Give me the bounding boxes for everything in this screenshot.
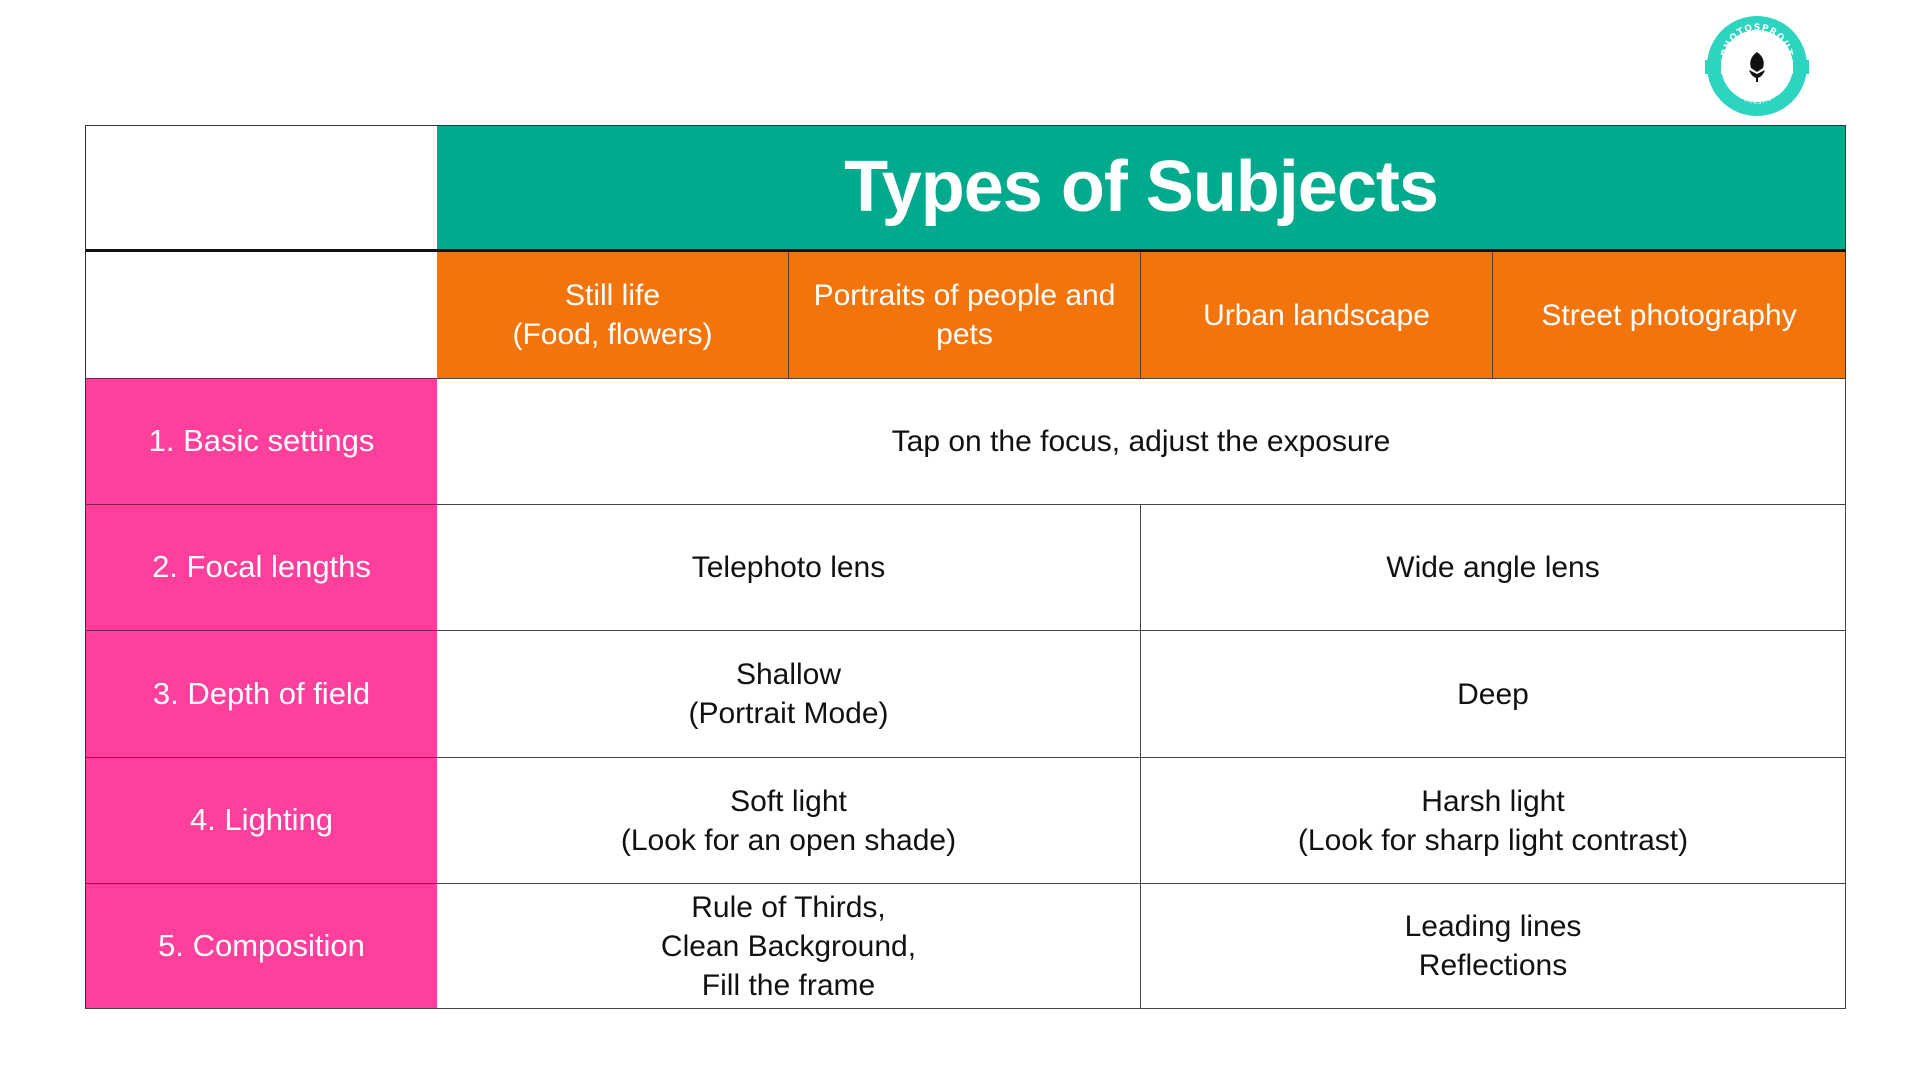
lighting-left: Soft light (Look for an open shade) [437, 757, 1141, 883]
row-label-depth-of-field: 3. Depth of field [85, 630, 437, 757]
composition-right: Leading lines Reflections [1141, 883, 1846, 1009]
subject-header-still-life: Still life (Food, flowers) [437, 252, 789, 378]
focal-lengths-left: Telephoto lens [437, 504, 1141, 630]
logo-text-bottom: WORKSHOP [1736, 92, 1778, 107]
subjects-table [85, 125, 1846, 1009]
subject-header-portraits: Portraits of people and pets [789, 252, 1141, 378]
subject-header-urban-landscape: Urban landscape [1141, 252, 1493, 378]
table-title: Types of Subjects [437, 125, 1846, 252]
logo-text-top: PHOTOSPROUT [1720, 22, 1794, 58]
brand-logo [1705, 14, 1809, 118]
row-label-basic-settings: 1. Basic settings [85, 378, 437, 504]
depth-of-field-left: Shallow (Portrait Mode) [437, 630, 1141, 757]
subject-header-street-photography: Street photography [1493, 252, 1846, 378]
row-label-focal-lengths: 2. Focal lengths [85, 504, 437, 630]
corner-cell-sub [85, 252, 437, 378]
depth-of-field-right: Deep [1141, 630, 1846, 757]
row-label-lighting: 4. Lighting [85, 757, 437, 883]
corner-cell-top [85, 125, 437, 252]
focal-lengths-right: Wide angle lens [1141, 504, 1846, 630]
composition-left: Rule of Thirds, Clean Background, Fill the frame [437, 883, 1141, 1009]
tulip-logo-icon [1705, 14, 1809, 118]
lighting-right: Harsh light (Look for sharp light contrast) [1141, 757, 1846, 883]
basic-settings-value: Tap on the focus, adjust the exposure [437, 378, 1846, 504]
row-label-composition: 5. Composition [85, 883, 437, 1009]
